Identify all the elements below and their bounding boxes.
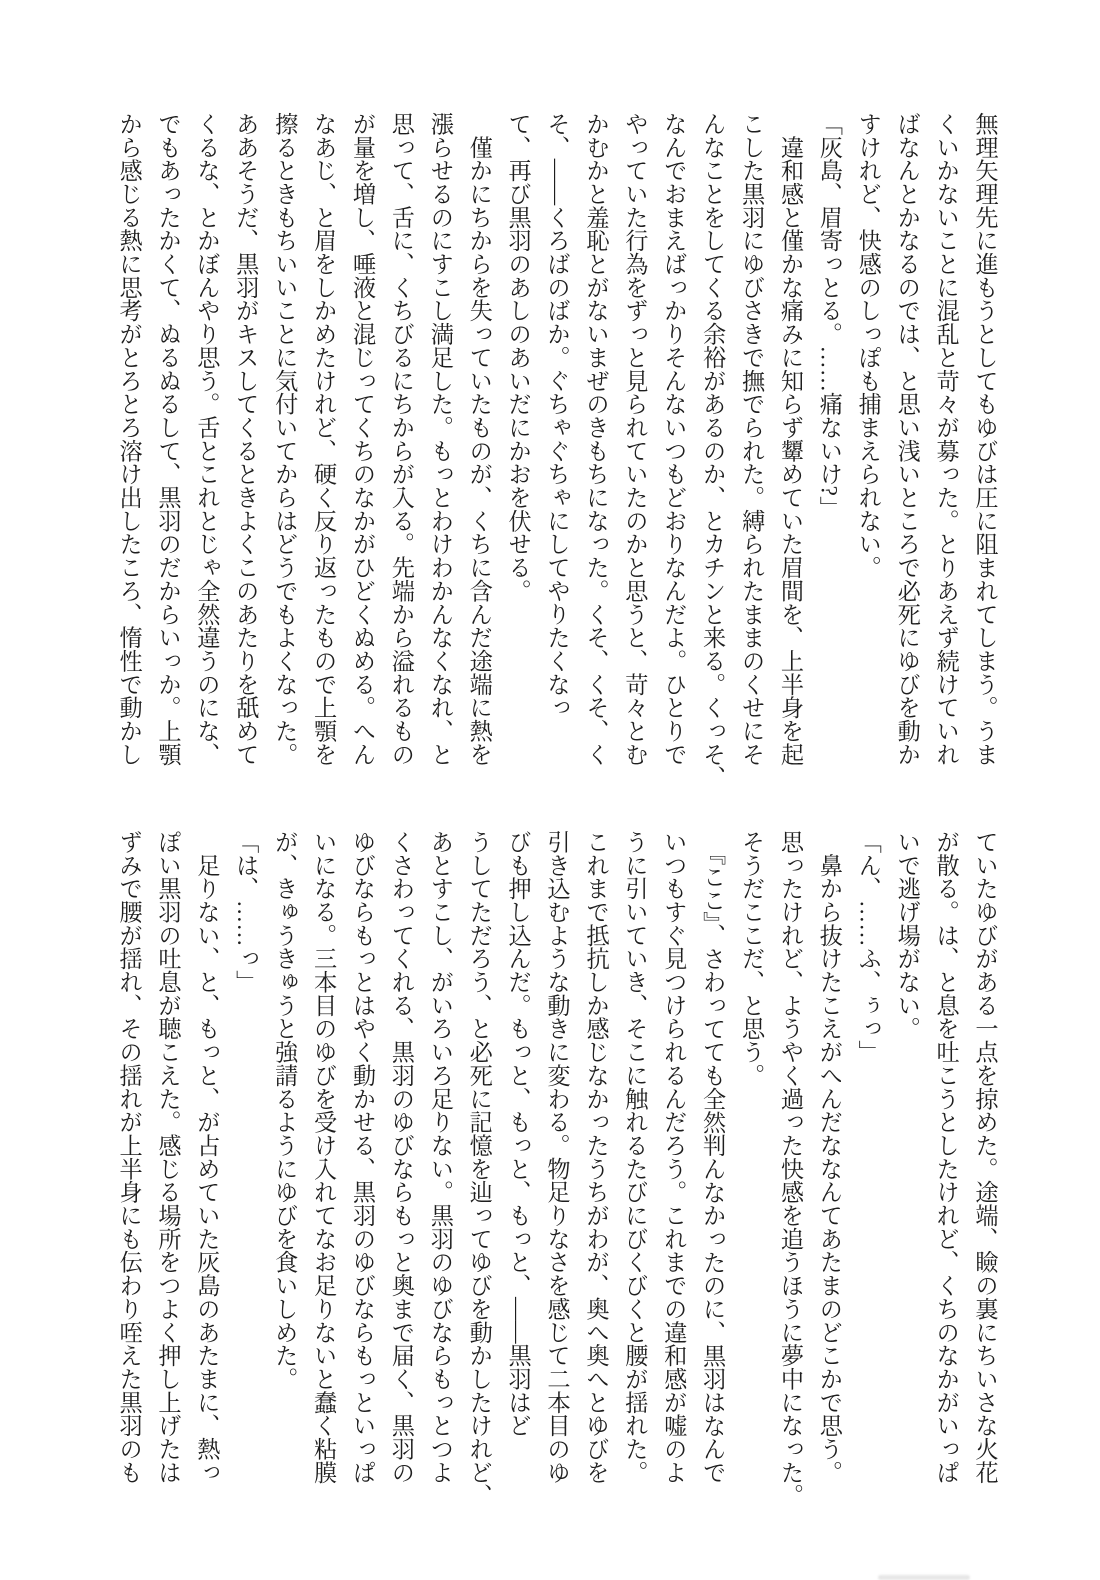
text-line: びも押し込んだ。もっと、もっと、もっと、――黒羽はど xyxy=(504,830,531,1438)
text-line: 「ん、……ふ、ぅっ」 xyxy=(854,830,881,1064)
text-line: いで逃げ場がない。 xyxy=(893,830,920,1041)
text-line: 鼻から抜けたこえがへんだななんてあたまのどこかで思う。 xyxy=(815,830,842,1484)
text-line: 引き込むような動きに変わる。物足りなさを感じて二本目のゆ xyxy=(543,830,570,1484)
text-line: かむかと羞恥とがないまぜのきもちになった。くそ、くそ、く xyxy=(581,112,608,766)
text-line: 思ったけれど、ようやく過った快感を追うほうに夢中になった。 xyxy=(776,830,803,1508)
text-line: 無理矢理先に進もうとしてもゆびは圧に阻まれてしまう。うま xyxy=(971,112,997,766)
text-block-bottom xyxy=(108,830,1003,1508)
text-line: ゆびならもっとはやく動かせる、黒羽のゆびならもっといっぱ xyxy=(348,830,375,1484)
text-line: が散る。は、と息を吐こうとしたけれど、くちのなかがいっぱ xyxy=(932,830,959,1484)
text-line: いつもすぐ見つけられるんだろう。これまでの違和感が嘘のよ xyxy=(659,830,686,1484)
text-line: やっていた行為をずっと見られていたのかと思うと、苛々とむ xyxy=(620,112,647,766)
text-line: 足りない、と、もっと、が占めていた灰島のあたまに、熱っ xyxy=(192,830,219,1484)
text-line: 『ここ』、さわってても全然判んなかったのに、黒羽はなんで xyxy=(698,830,725,1484)
text-line: くさわってくれる、黒羽のゆびならもっと奥まで届く、黒羽の xyxy=(387,830,414,1484)
text-line: そ、――くろばのばか。ぐちゃぐちゃにしてやりたくなっ xyxy=(543,112,570,720)
text-line: うしてただろう、と必死に記憶を辿ってゆびを動かしたけれど、 xyxy=(465,830,492,1508)
text-block-top xyxy=(108,112,1003,790)
text-line: 漲らせるのにすこし満足した。もっとわけわかんなくなれ、と xyxy=(426,112,453,766)
text-line: いになる。三本目のゆびを受け入れてなお足りないと蠢く粘膜 xyxy=(309,830,336,1484)
text-line: 擦るときもちいいことに気付いてからはどうでもよくなった。 xyxy=(270,112,297,766)
text-line: あとすこし、がいろいろ足りない。黒羽のゆびならもっとつよ xyxy=(426,830,453,1484)
text-line: そうだここだ、と思う。 xyxy=(737,830,764,1087)
text-line: ああそうだ、黒羽がキスしてくるときよくこのあたりを舐めて xyxy=(231,112,258,766)
scan-artifact xyxy=(878,1575,970,1580)
text-line: 思って、舌に、くちびるにちからが入る。先端から溢れるもの xyxy=(387,112,414,766)
text-line: んなことをしてくる余裕があるのか、とカチンと来る。くっそ、 xyxy=(698,112,725,790)
text-line: なんでおまえばっかりそんないつもどおりなんだよ。ひとりで xyxy=(659,112,686,766)
text-line: 「は、……っ」 xyxy=(231,830,258,994)
text-line: て、再び黒羽のあしのあいだにかおを伏せる。 xyxy=(504,112,531,603)
text-line: なあじ、と眉をしかめたけれど、硬く反り返ったもので上顎を xyxy=(309,112,336,766)
text-line: 「灰島、眉寄っとる。……痛ないけ?」 xyxy=(815,112,842,520)
text-line: ていたゆびがある一点を掠めた。途端、瞼の裏にちいさな火花 xyxy=(971,830,997,1484)
text-line: これまで抵抗しか感じなかったうちがわが、奥へ奥へとゆびを xyxy=(581,830,608,1484)
text-line: こした黒羽にゆびさきで撫でられた。縛られたままのくせにそ xyxy=(737,112,764,766)
text-line: すけれど、快感のしっぽも捕まえられない。 xyxy=(854,112,881,579)
text-line: くいかないことに混乱と苛々が募った。とりあえず続けていれ xyxy=(932,112,959,766)
text-line: 違和感と僅かな痛みに知らず顰めていた眉間を、上半身を起 xyxy=(776,112,803,766)
text-line: が、きゅうきゅうと強請るようにゆびを食いしめた。 xyxy=(270,830,297,1391)
text-line: ぽい黒羽の吐息が聴こえた。感じる場所をつよく押し上げたは xyxy=(153,830,180,1484)
text-line: が量を増し、唾液と混じってくちのなかがひどくぬめる。へん xyxy=(348,112,375,766)
text-line: でもあったかくて、ぬるぬるして、黒羽のだからいっか。上顎 xyxy=(153,112,180,766)
text-line: ばなんとかなるのでは、と思い浅いところで必死にゆびを動か xyxy=(893,112,920,766)
text-line: くるな、とかぼんやり思う。舌とこれとじゃ全然違うのにな、 xyxy=(192,112,219,766)
text-line: うに引いていき、そこに触れるたびにびくびくと腰が揺れた。 xyxy=(620,830,647,1484)
text-line: から感じる熱に思考がとろとろ溶け出したころ、惰性で動かし xyxy=(115,112,142,766)
text-line: 僅かにちからを失っていたものが、くちに含んだ途端に熱を xyxy=(465,112,492,766)
text-line: ずみで腰が揺れ、その揺れが上半身にも伝わり咥えた黒羽のも xyxy=(115,830,142,1484)
